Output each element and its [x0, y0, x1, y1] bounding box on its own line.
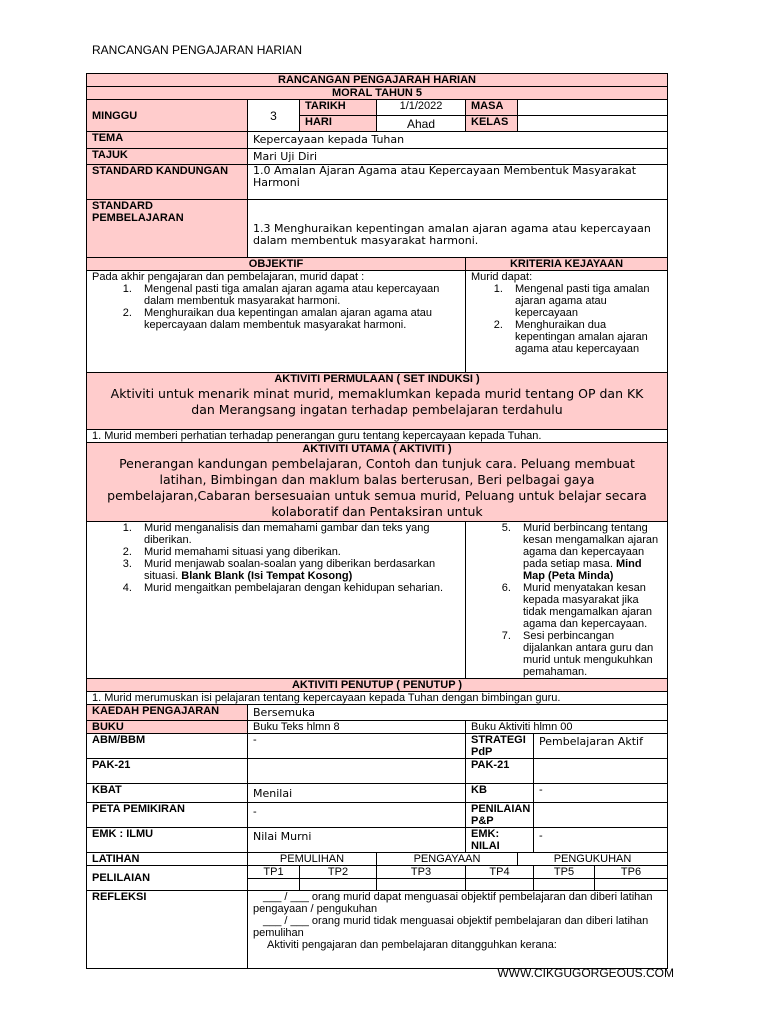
- utama-intro: Penerangan kandungan pembelajaran, Contoh dan tunjuk cara. Peluang membuat latihan, Bimbingan dan maklum balas berterusan, Beri pelbagai gaya pembelajaran,Cabaran bersesuaian untuk semua murid, Peluang untuk belajar secara kolaboratif dan Pentaksiran untuk: [107, 456, 647, 519]
- permulaan-block: [87, 373, 668, 430]
- refleksi-label: REFLEKSI: [87, 891, 248, 969]
- kriteria-intro: Murid dapat:: [471, 271, 533, 283]
- emk-ilmu-value[interactable]: Nilai Murni: [248, 828, 466, 853]
- strategi-label: STRATEGI PdP: [466, 734, 534, 759]
- kelas-label: KELAS: [466, 116, 518, 132]
- tema-value[interactable]: Kepercayaan kepada Tuhan: [248, 132, 668, 149]
- strategi-value[interactable]: Pembelajaran Aktif: [534, 734, 668, 759]
- hari-label: HARI: [300, 116, 377, 132]
- pak21-label: PAK-21: [87, 759, 248, 784]
- list-item: 2. Menghuraikan dua kepentingan amalan ajaran agama atau kepercayaan dalam membentuk masyarakat harmoni.: [135, 307, 460, 331]
- kb-value[interactable]: -: [534, 784, 668, 803]
- list-item: 1. Murid menganalisis dan memahami gambar dan teks yang diberikan.: [135, 522, 460, 546]
- refleksi-line-3: Aktiviti pengajaran dan pembelajaran ditangguhkan kerana:: [267, 939, 557, 951]
- tp3-box[interactable]: [377, 879, 466, 891]
- document-footer: WWW.CIKGUGORGEOUS.COM: [497, 966, 674, 980]
- utama-header: AKTIVITI UTAMA ( AKTIVITI ): [302, 443, 452, 455]
- document-header: RANCANGAN PENGAJARAN HARIAN: [92, 43, 303, 57]
- kbat-value[interactable]: Menilai: [248, 784, 466, 803]
- list-item: 4. Murid mengaitkan pembelajaran dengan kehidupan seharian.: [135, 582, 460, 594]
- refleksi-cell[interactable]: [248, 891, 668, 969]
- utama-right-list: [471, 522, 662, 678]
- refleksi-line-2: ___ / ___ orang murid tidak menguasai objektif pembelajaran dan diberi latihan pemulihan: [253, 915, 649, 939]
- buku-aktiviti[interactable]: Buku Aktiviti hlmn 00: [466, 721, 668, 734]
- tp1-label: TP1: [248, 866, 300, 879]
- list-item: 3. Murid menjawab soalan-soalan yang diberikan berdasarkan situasi. Blank Blank (Isi Tempat Kosong): [135, 558, 460, 582]
- list-item: 2. Menghuraikan dua kepentingan amalan ajaran agama atau kepercayaan: [506, 319, 662, 355]
- tajuk-value[interactable]: Mari Uji Diri: [248, 149, 668, 165]
- tp5-label: TP5: [534, 866, 595, 879]
- masa-label: MASA: [466, 100, 518, 116]
- minggu-label: MINGGU: [87, 100, 248, 132]
- penilaian-label: PENILAIAN P&P: [466, 803, 534, 828]
- tajuk-label: TAJUK: [87, 149, 248, 165]
- minggu-value[interactable]: 3: [248, 100, 300, 132]
- utama-block: [87, 443, 668, 522]
- latihan-pengukuhan[interactable]: PENGUKUHAN: [518, 853, 668, 866]
- utama-right-cell: [466, 522, 668, 679]
- pak21-right-value[interactable]: [534, 759, 668, 784]
- tp3-label: TP3: [377, 866, 466, 879]
- standard-kandungan-label: STANDARD KANDUNGAN: [87, 165, 248, 200]
- tp2-label: TP2: [300, 866, 377, 879]
- kbat-label: KBAT: [87, 784, 248, 803]
- kriteria-header: KRITERIA KEJAYAAN: [466, 258, 668, 271]
- kriteria-list: [471, 283, 662, 355]
- emk-nilai-label: EMK: NILAI: [466, 828, 534, 853]
- tema-label: TEMA: [87, 132, 248, 149]
- objektif-list: [92, 283, 460, 331]
- plan-subtitle: MORAL TAHUN 5: [87, 87, 668, 100]
- kaedah-label: KAEDAH PENGAJARAN: [87, 705, 248, 721]
- penilaian-value[interactable]: [534, 803, 668, 828]
- buku-label: BUKU: [87, 721, 248, 734]
- tp4-box[interactable]: [466, 879, 534, 891]
- list-item: 6. Murid menyatakan kesan kepada masyarakat jika tidak mengamalkan ajaran agama dan kepercayaan.: [514, 582, 662, 630]
- standard-kandungan-value[interactable]: 1.0 Amalan Ajaran Agama atau Kepercayaan Membentuk Masyarakat Harmoni: [248, 165, 668, 200]
- latihan-label: LATIHAN: [87, 853, 248, 866]
- emk-nilai-value[interactable]: -: [534, 828, 668, 853]
- standard-pembelajaran-label: STANDARD PEMBELAJARAN: [87, 200, 248, 258]
- tarikh-value[interactable]: 1/1/2022: [377, 100, 466, 116]
- peta-value[interactable]: -: [248, 803, 466, 828]
- pak21-value[interactable]: [248, 759, 466, 784]
- permulaan-header: AKTIVITI PERMULAAN ( SET INDUKSI ): [274, 373, 480, 385]
- list-item: 7. Sesi perbincangan dijalankan antara guru dan murid untuk mengukuhkan pemahaman.: [514, 630, 662, 678]
- tp1-box[interactable]: [248, 879, 300, 891]
- objektif-cell: [87, 271, 466, 373]
- tp2-box[interactable]: [300, 879, 377, 891]
- standard-pembelajaran-value[interactable]: 1.3 Menghuraikan kepentingan amalan ajaran agama atau kepercayaan dalam membentuk masyarakat harmoni.: [248, 200, 668, 258]
- plan-title: RANCANGAN PENGAJARAH HARIAN: [87, 74, 668, 87]
- utama-left-cell: [87, 522, 466, 679]
- penutup-header: AKTIVITI PENUTUP ( PENUTUP ): [87, 679, 668, 692]
- abm-value[interactable]: -: [248, 734, 466, 759]
- kaedah-value[interactable]: Bersemuka: [248, 705, 668, 721]
- lesson-plan-table: [86, 73, 668, 969]
- tp4-label: TP4: [466, 866, 534, 879]
- peta-label: PETA PEMIKIRAN: [87, 803, 248, 828]
- list-item: 5. Murid berbincang tentang kesan mengamalkan ajaran agama dan kepercayaan pada setiap masa. Mind Map (Peta Minda): [514, 522, 662, 582]
- pelilaian-label: PELILAIAN: [87, 866, 248, 891]
- permulaan-intro: Aktiviti untuk menarik minat murid, memaklumkan kepada murid tentang OP dan KK dan Merangsang ingatan terhadap pembelajaran terdahulu: [110, 386, 644, 417]
- permulaan-detail[interactable]: 1. Murid memberi perhatian terhadap penerangan guru tentang kepercayaan kepada Tuhan.: [87, 430, 668, 443]
- kriteria-cell: [466, 271, 668, 373]
- latihan-pemulihan[interactable]: PEMULIHAN: [248, 853, 377, 866]
- tp6-label: TP6: [595, 866, 668, 879]
- utama-left-list: [92, 522, 460, 594]
- latihan-pengayaan[interactable]: PENGAYAAN: [377, 853, 518, 866]
- tp6-box[interactable]: [595, 879, 668, 891]
- list-item: 1. Mengenal pasti tiga amalan ajaran agama atau kepercayaan: [506, 283, 662, 319]
- abm-label: ABM/BBM: [87, 734, 248, 759]
- kelas-value[interactable]: [518, 116, 668, 132]
- hari-value[interactable]: Ahad: [377, 116, 466, 132]
- kb-label: KB: [466, 784, 534, 803]
- list-item: 1. Mengenal pasti tiga amalan ajaran agama atau kepercayaan dalam membentuk masyarakat harmoni.: [135, 283, 460, 307]
- masa-value[interactable]: [518, 100, 668, 116]
- buku-teks[interactable]: Buku Teks hlmn 8: [248, 721, 466, 734]
- tp5-box[interactable]: [534, 879, 595, 891]
- penutup-detail[interactable]: 1. Murid merumuskan isi pelajaran tentang kepercayaan kepada Tuhan dengan bimbingan guru.: [87, 692, 668, 705]
- objektif-intro: Pada akhir pengajaran dan pembelajaran, murid dapat :: [92, 271, 365, 283]
- pak21-right-label: PAK-21: [466, 759, 534, 784]
- refleksi-line-1: ___ / ___ orang murid dapat menguasai objektif pembelajaran dan diberi latihan pengayaan / pengukuhan: [253, 891, 653, 915]
- emk-ilmu-label: EMK : ILMU: [87, 828, 248, 853]
- objektif-header: OBJEKTIF: [87, 258, 466, 271]
- list-item: 2. Murid memahami situasi yang diberikan.: [135, 546, 460, 558]
- tarikh-label: TARIKH: [300, 100, 377, 116]
